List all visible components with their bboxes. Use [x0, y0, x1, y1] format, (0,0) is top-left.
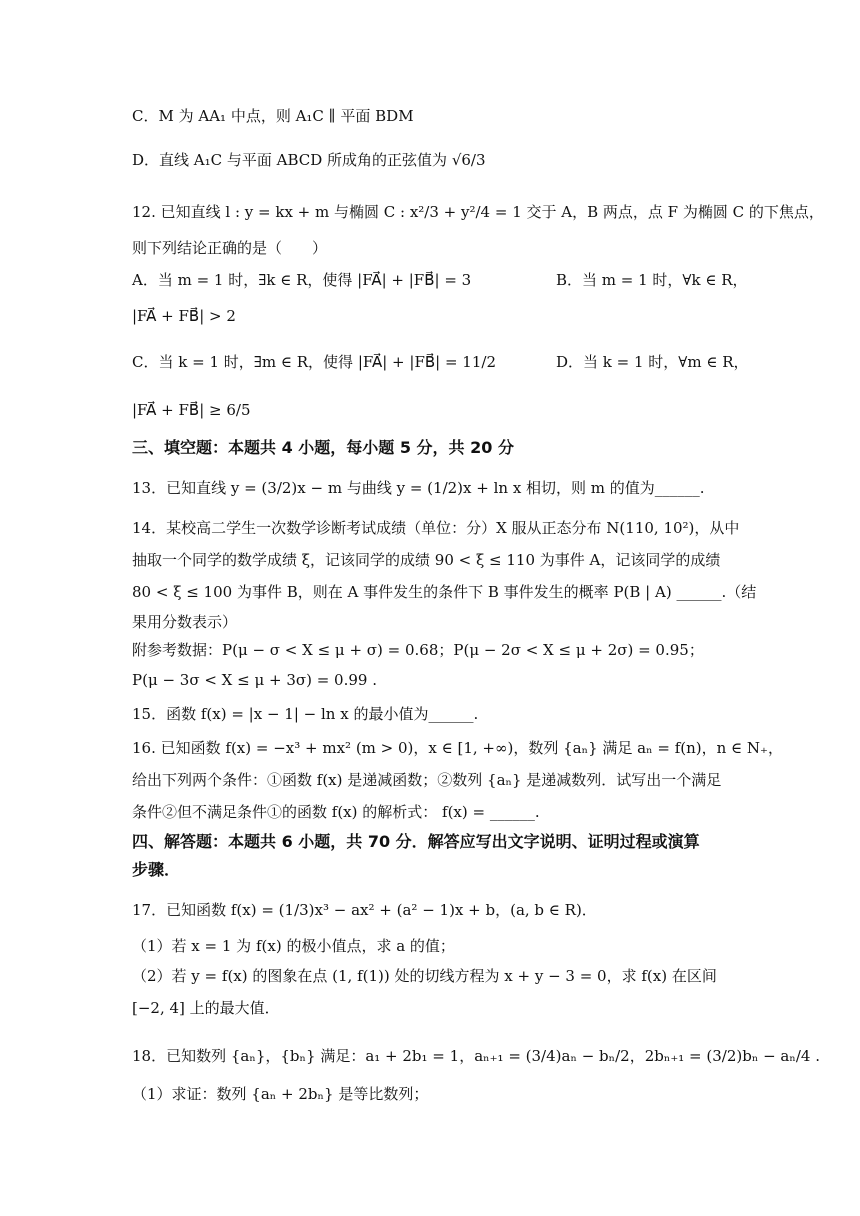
q16-line-1: 16. 已知函数 f(x) = −x³ + mx² (m > 0)，x ∈ [1, +∞)，数列 {aₙ} 满足 aₙ = f(n)，n ∈ N₊，	[132, 739, 783, 757]
q17-part-1: （1）若 x = 1 为 f(x) 的极小值点，求 a 的值；	[132, 937, 455, 955]
q18-stem: 18．已知数列 {aₙ}，{bₙ} 满足：a₁ + 2b₁ = 1，aₙ₊₁ = (3/4)aₙ − bₙ/2，2bₙ₊₁ = (3/2)bₙ − aₙ/4 .	[132, 1047, 821, 1065]
section-3-heading: 三、填空题：本题共 4 小题，每小题 5 分，共 20 分	[132, 438, 514, 457]
q12-option-d-cont: |FA⃗ + FB⃗| ≥ 6/5	[132, 401, 251, 419]
q14-line-3: 80 < ξ ≤ 100 为事件 B，则在 A 事件发生的条件下 B 事件发生的概率 P(B | A) ______.（结	[132, 583, 757, 601]
section-4-heading-2: 步骤．	[132, 860, 181, 879]
q12-stem-line-2: 则下列结论正确的是（ ）	[132, 239, 328, 257]
q12-option-a: A．当 m = 1 时，∃k ∈ R，使得 |FA⃗| + |FB⃗| = 3	[132, 271, 472, 289]
q14-line-4: 果用分数表示）	[132, 613, 238, 631]
q14-line-2: 抽取一个同学的数学成绩 ξ，记该同学的成绩 90 < ξ ≤ 110 为事件 A，记该同学的成绩	[132, 551, 721, 569]
option-c-line: C．M 为 AA₁ 中点，则 A₁C ∥ 平面 BDM	[132, 107, 414, 125]
section-4-heading-1: 四、解答题：本题共 6 小题，共 70 分．解答应写出文字说明、证明过程或演算	[132, 832, 700, 851]
q16-line-3: 条件②但不满足条件①的函数 f(x) 的解析式： f(x) = ______.	[132, 803, 540, 821]
q14-reference-2: P(μ − 3σ < X ≤ μ + 3σ) = 0.99 .	[132, 671, 377, 689]
q12-option-b: B．当 m = 1 时，∀k ∈ R，	[556, 271, 748, 289]
q17-part-2: （2）若 y = f(x) 的图象在点 (1, f(1)) 处的切线方程为 x + y − 3 = 0，求 f(x) 在区间	[132, 967, 717, 985]
q14-line-1: 14．某校高二学生一次数学诊断考试成绩（单位：分）X 服从正态分布 N(110, 10²)，从中	[132, 519, 740, 537]
q14-reference-1: 附参考数据：P(μ − σ < X ≤ μ + σ) = 0.68；P(μ − 2σ < X ≤ μ + 2σ) = 0.95；	[132, 641, 704, 659]
q12-stem-line-1: 12. 已知直线 l : y = kx + m 与椭圆 C : x²/3 + y²/4 = 1 交于 A，B 两点，点 F 为椭圆 C 的下焦点，	[132, 203, 824, 221]
option-d-line: D．直线 A₁C 与平面 ABCD 所成角的正弦值为 √6/3	[132, 151, 486, 169]
q17-part-2-cont: [−2, 4] 上的最大值．	[132, 999, 280, 1017]
q16-line-2: 给出下列两个条件：①函数 f(x) 是递减函数；②数列 {aₙ} 是递减数列．试写出一个满足	[132, 771, 722, 789]
q12-option-d: D．当 k = 1 时，∀m ∈ R，	[556, 353, 749, 371]
q13-line: 13．已知直线 y = (3/2)x − m 与曲线 y = (1/2)x + ln x 相切，则 m 的值为______.	[132, 479, 705, 497]
q17-stem: 17．已知函数 f(x) = (1/3)x³ − ax² + (a² − 1)x + b，(a, b ∈ R)．	[132, 901, 597, 919]
q18-part-1: （1）求证：数列 {aₙ + 2bₙ} 是等比数列；	[132, 1085, 429, 1103]
q12-option-b-cont: |FA⃗ + FB⃗| > 2	[132, 307, 236, 325]
q15-line: 15．函数 f(x) = |x − 1| − ln x 的最小值为______.	[132, 705, 479, 723]
q12-option-c: C．当 k = 1 时，∃m ∈ R，使得 |FA⃗| + |FB⃗| = 11/2	[132, 353, 496, 371]
